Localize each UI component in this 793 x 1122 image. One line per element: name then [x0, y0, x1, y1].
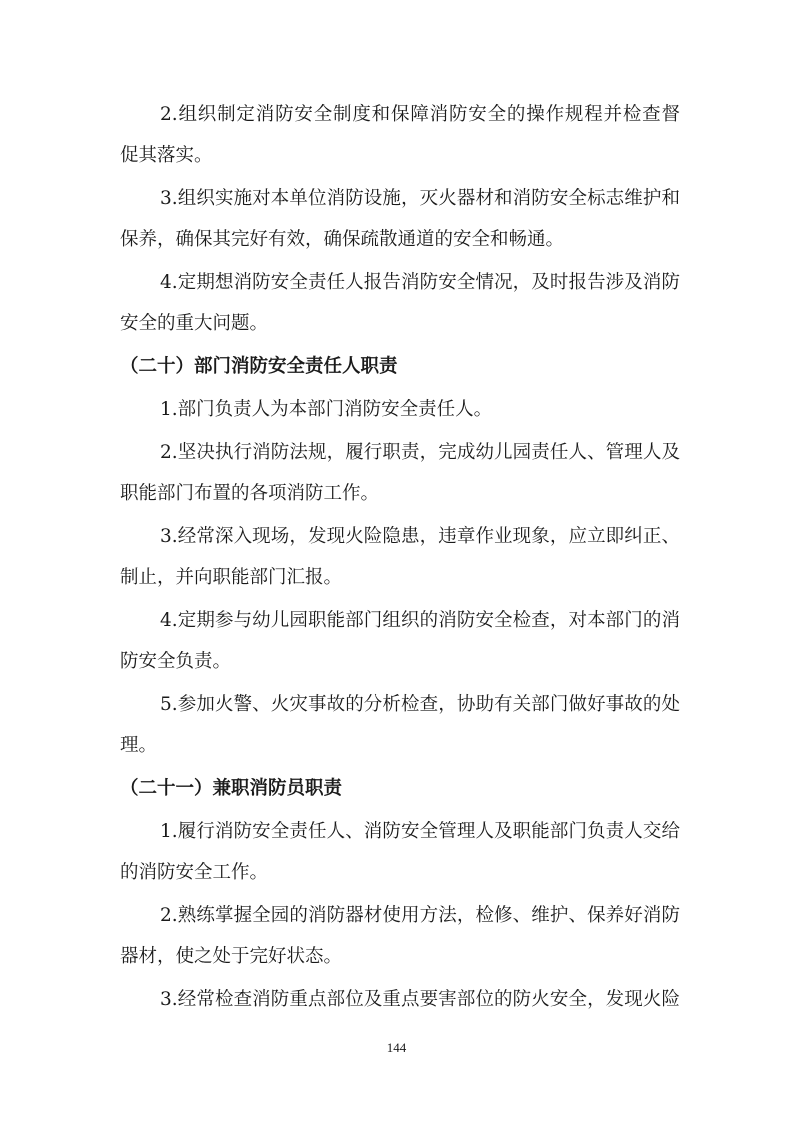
paragraph-line: 制止，并向职能部门汇报。 [120, 567, 343, 588]
paragraph-line: 职能部门布置的各项消防工作。 [120, 483, 380, 504]
section-heading: （二十）部门消防安全责任人职责 [120, 356, 398, 377]
paragraph-line: 2.熟练掌握全园的消防器材使用方法，检修、维护、保养好消防 [160, 905, 680, 926]
paragraph-line: 3.经常检查消防重点部位及重点要害部位的防火安全，发现火险 [160, 989, 680, 1010]
paragraph-line: 3.经常深入现场，发现火险隐患，违章作业现象，应立即纠正、 [160, 526, 680, 547]
paragraph-line: 5.参加火警、火灾事故的分析检查，协助有关部门做好事故的处 [160, 694, 680, 715]
paragraph-line: 1.部门负责人为本部门消防安全责任人。 [160, 399, 493, 420]
paragraph-line: 4.定期参与幼儿园职能部门组织的消防安全检查，对本部门的消 [160, 610, 680, 631]
paragraph-line: 安全的重大问题。 [120, 313, 269, 334]
page-number: 144 [386, 1040, 407, 1055]
paragraph-line: 理。 [120, 735, 158, 756]
paragraph-line: 防安全负责。 [120, 651, 232, 672]
paragraph-line: 促其落实。 [120, 145, 213, 166]
paragraph-line: 的消防安全工作。 [120, 862, 269, 883]
paragraph-line: 器材，使之处于完好状态。 [120, 946, 343, 967]
paragraph-line: 2.组织制定消防安全制度和保障消防安全的操作规程并检查督 [160, 104, 680, 125]
section-heading: （二十一）兼职消防员职责 [120, 778, 343, 799]
paragraph-line: 2.坚决执行消防法规，履行职责，完成幼儿园责任人、管理人及 [160, 442, 680, 463]
paragraph-line: 1.履行消防安全责任人、消防安全管理人及职能部门负责人交给 [160, 821, 680, 842]
paragraph-line: 保养，确保其完好有效，确保疏散通道的安全和畅通。 [120, 229, 565, 250]
paragraph-line: 4.定期想消防安全责任人报告消防安全情况，及时报告涉及消防 [160, 272, 680, 293]
paragraph-line: 3.组织实施对本单位消防设施，灭火器材和消防安全标志维护和 [160, 188, 680, 209]
